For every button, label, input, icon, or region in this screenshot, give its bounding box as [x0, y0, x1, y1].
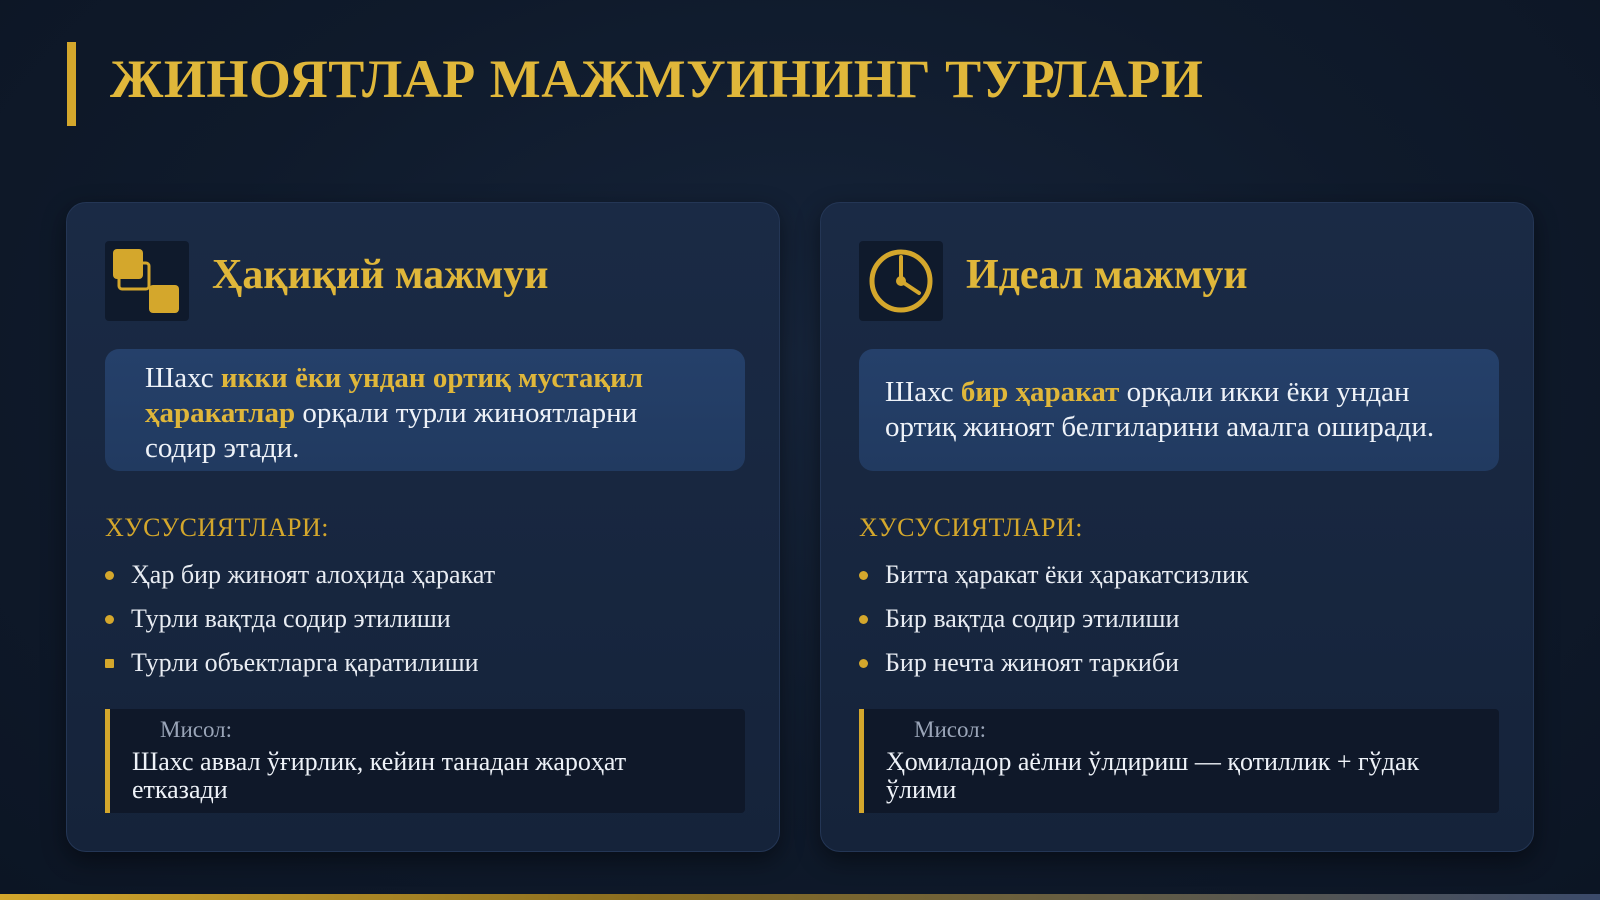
clock-icon — [859, 241, 943, 321]
definition-highlight: икки ёки ундан ортиқ мустақил ҳаракатлар — [145, 362, 644, 429]
example-text: Ҳомиладор аёлни ўлдириш — қотиллик + гўдак ўлими — [886, 747, 1420, 804]
example-box — [859, 709, 1499, 813]
bottom-accent-line — [0, 894, 1600, 900]
example-box — [105, 709, 745, 813]
properties-label: ХУСУСИЯТЛАРИ: — [105, 513, 330, 542]
properties-label: ХУСУСИЯТЛАРИ: — [859, 513, 1084, 542]
page-title: ЖИНОЯТЛАР МАЖМУИНИНГ ТУРЛАРИ — [110, 49, 1204, 109]
definition-highlight: бир ҳаракат — [960, 376, 1120, 408]
list-item: Битта ҳаракат ёки ҳаракатсизлик — [859, 553, 1249, 597]
definition-suffix: орқали икки ёки ундан ортиқ жиноят белгиларини амалга оширади. — [885, 376, 1435, 443]
definition-prefix: Шахс — [145, 362, 221, 394]
card-ideal-aggregate — [820, 202, 1534, 852]
title-accent-bar — [67, 42, 76, 126]
list-item: Турли вақтда содир этилиши — [105, 597, 495, 641]
definition-prefix: Шахс — [885, 376, 961, 408]
card-real-aggregate — [66, 202, 780, 852]
list-item: Бир вақтда содир этилиши — [859, 597, 1249, 641]
list-item: Ҳар бир жиноят алоҳида ҳаракат — [105, 553, 495, 597]
definition-suffix: орқали турли жиноятларни содир этади. — [145, 397, 638, 464]
properties-list — [105, 553, 495, 685]
card-title: Ҳақиқий мажмуи — [212, 252, 549, 298]
example-label: Мисол: — [914, 717, 987, 742]
example-text: Шахс аввал ўғирлик, кейин танадан жароҳат етказади — [132, 747, 627, 804]
list-item: Бир нечта жиноят таркиби — [859, 641, 1249, 685]
squares-icon — [105, 241, 189, 321]
properties-list — [859, 553, 1249, 685]
card-title: Идеал мажмуи — [966, 252, 1248, 298]
definition-box — [105, 349, 745, 471]
example-label: Мисол: — [160, 717, 233, 742]
list-item: Турли объектларга қаратилиши — [105, 641, 495, 685]
definition-box — [859, 349, 1499, 471]
